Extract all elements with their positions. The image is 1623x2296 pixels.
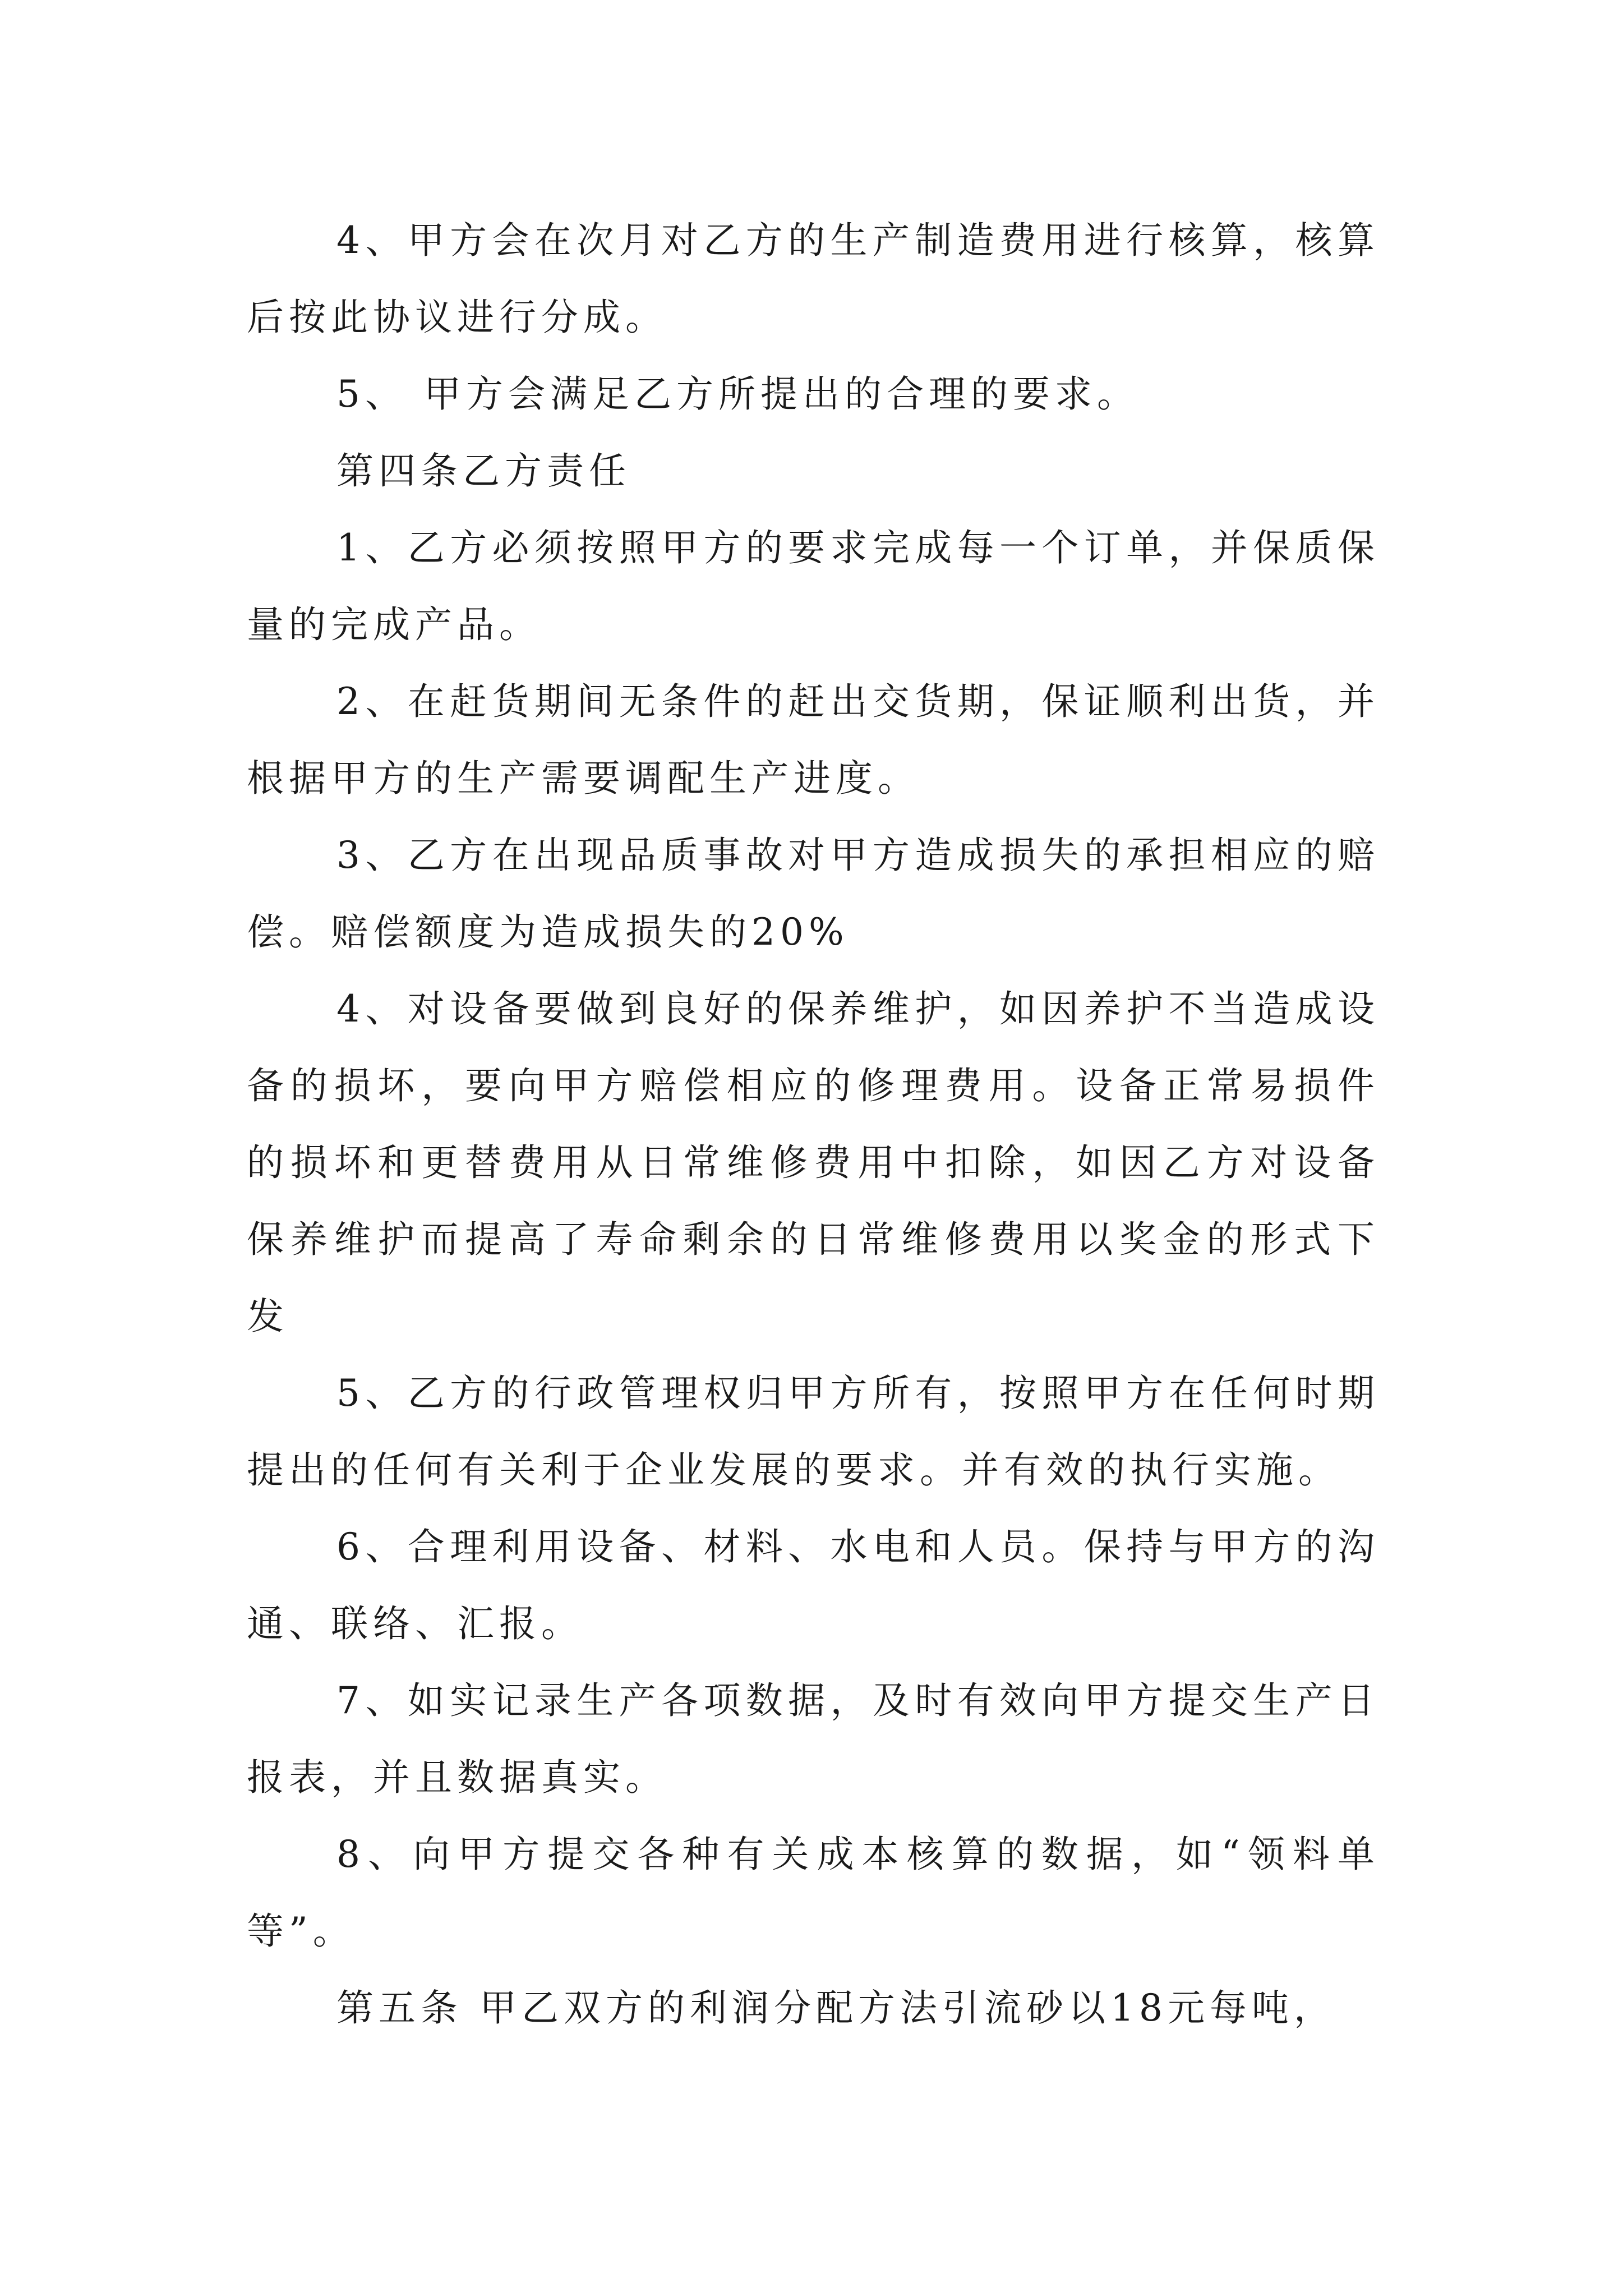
paragraph: 7、如实记录生产各项数据，及时有效向甲方提交生产日报表，并且数据真实。 [247,1679,1380,1799]
document-body [247,202,1380,2046]
paragraph: 2、在赶货期间无条件的赶出交货期，保证顺利出货，并根据甲方的生产需要调配生产进度。 [247,680,1380,800]
paragraph: 4、对设备要做到良好的保养维护，如因养护不当造成设备的损坏，要向甲方赔偿相应的修理费用。设备正常易损件的损坏和更替费用从日常维修费用中扣除，如因乙方对设备保养维护而提高了寿命剩余的日常维修费用以奖金的形式下发 [247,987,1380,1338]
paragraph: 6、合理利用设备、材料、水电和人员。保持与甲方的沟通、联络、汇报。 [247,1525,1380,1645]
section-heading: 第五条 甲乙双方的利润分配方法引流砂以18元每吨， [336,1986,1336,2030]
paragraph: 5、 甲方会满足乙方所提出的合理的要求。 [336,372,1139,416]
paragraph: 4、甲方会在次月对乙方的生产制造费用进行核算，核算后按此协议进行分成。 [247,219,1380,339]
paragraph: 3、乙方在出现品质事故对甲方造成损失的承担相应的赔偿。赔偿额度为造成损失的20% [247,834,1380,954]
paragraph: 1、乙方必须按照甲方的要求完成每一个订单，并保质保量的完成产品。 [247,526,1380,646]
paragraph: 8、向甲方提交各种有关成本核算的数据，如“领料单等”。 [247,1833,1380,1953]
section-heading: 第四条乙方责任 [336,449,631,493]
paragraph: 5、乙方的行政管理权归甲方所有，按照甲方在任何时期提出的任何有关利于企业发展的要求。并有效的执行实施。 [247,1372,1380,1492]
